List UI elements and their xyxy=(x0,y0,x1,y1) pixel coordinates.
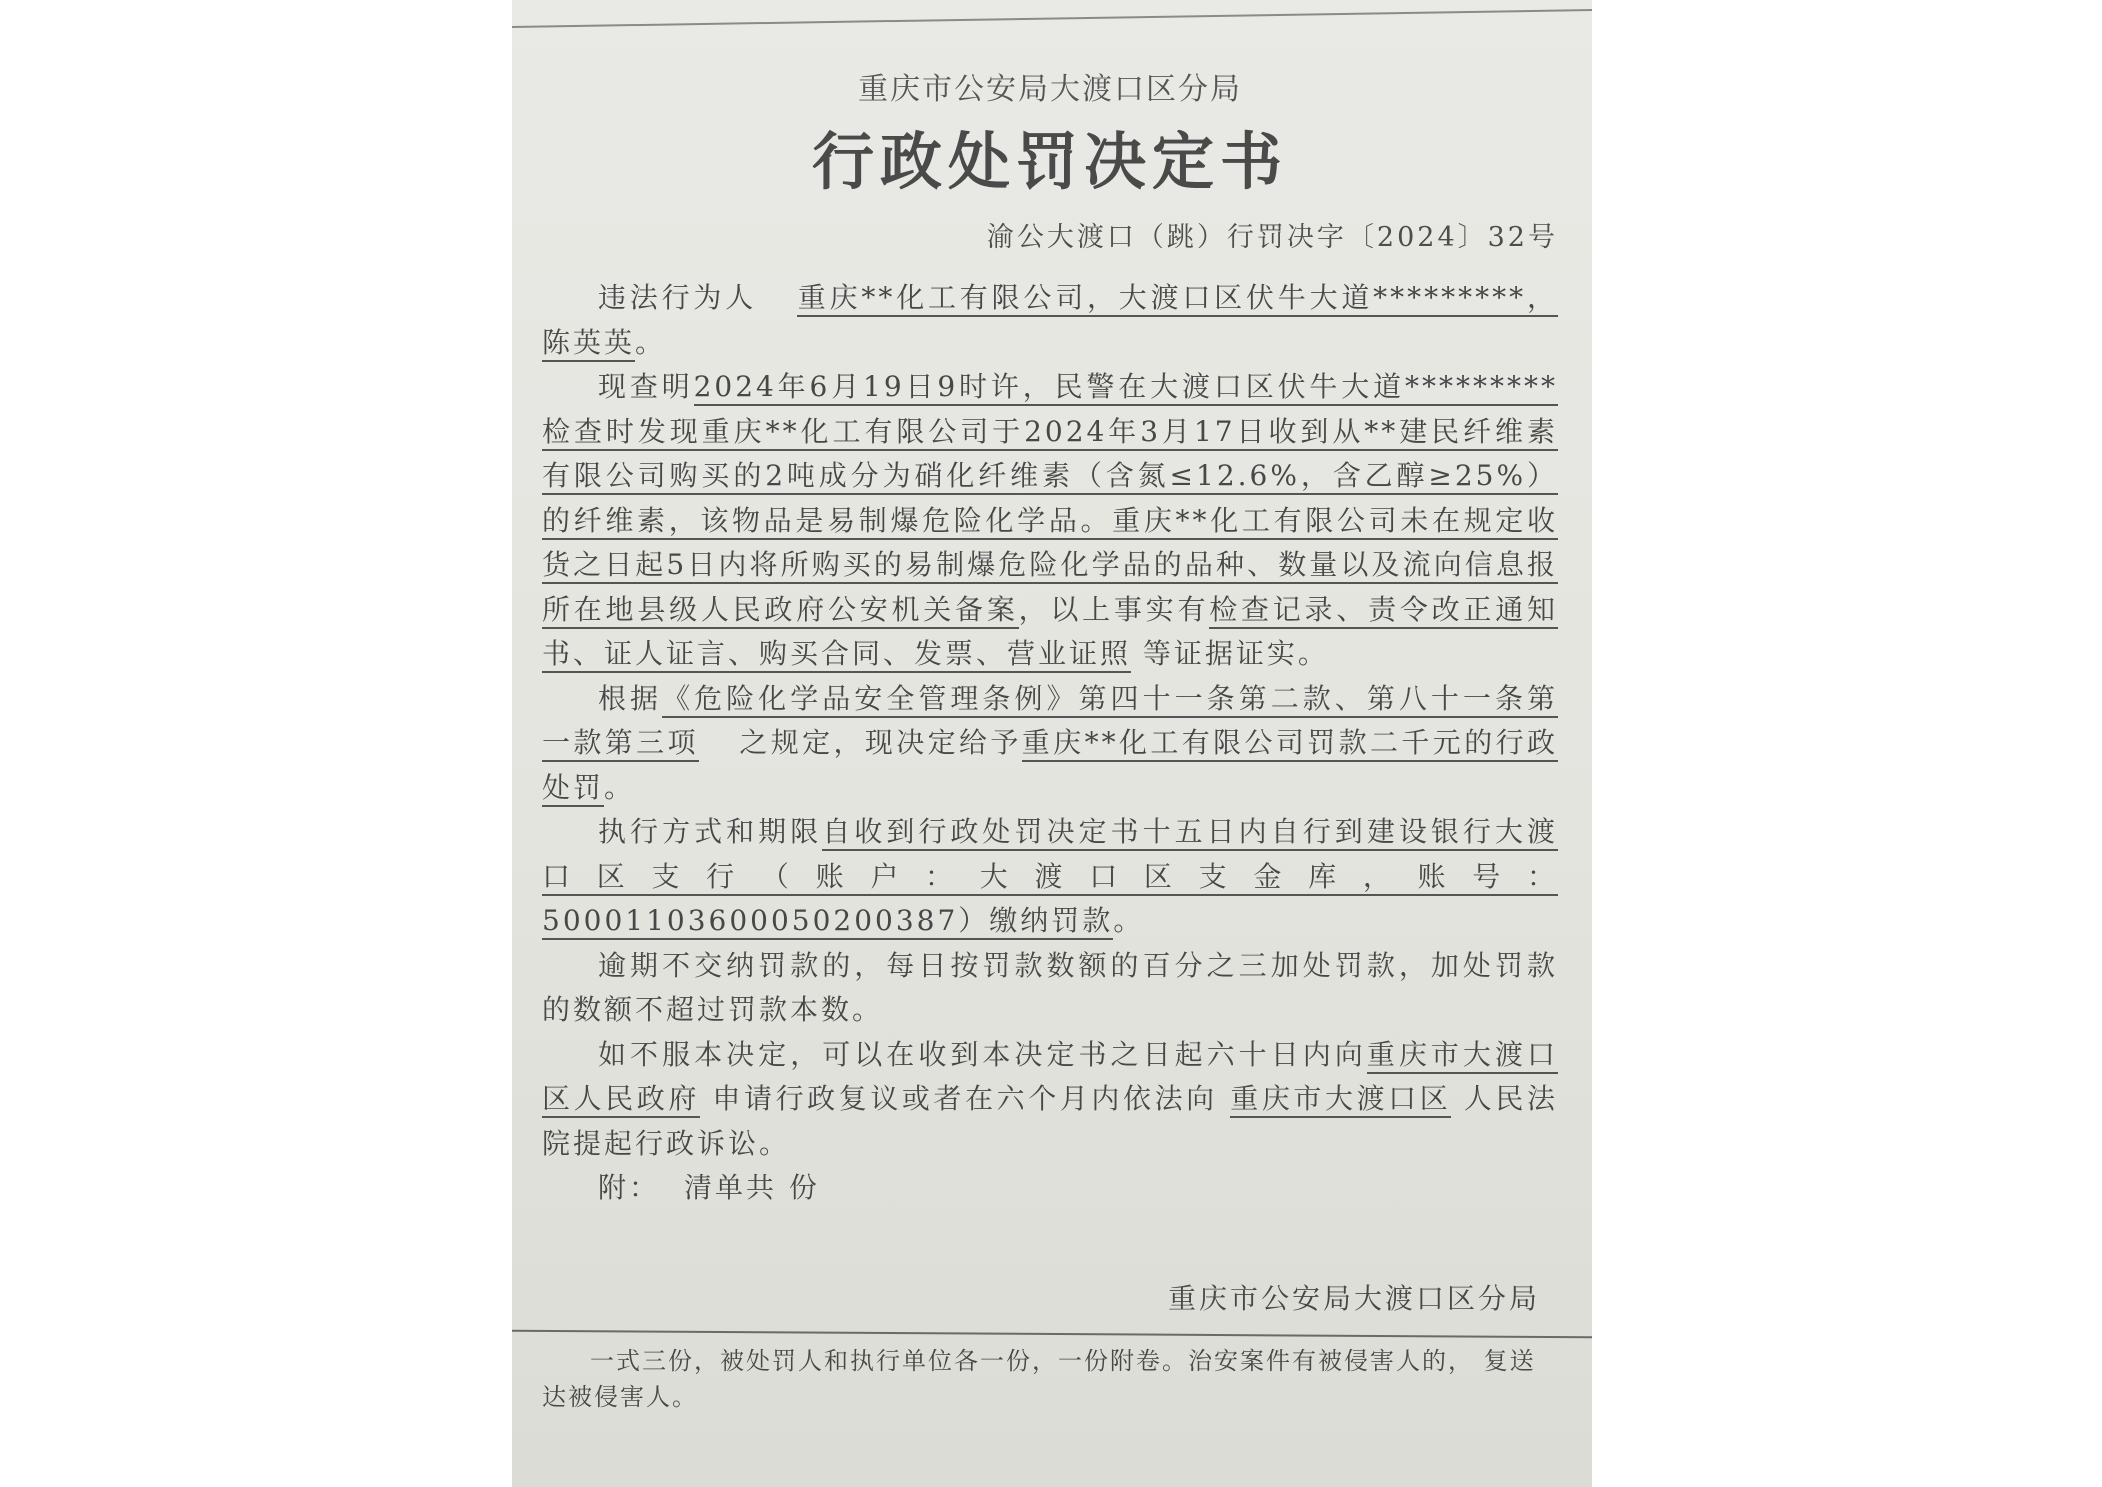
basis-connector: 之规定，现决定给予 xyxy=(738,726,1022,759)
findings-connector: ，以上事实有 xyxy=(1018,592,1210,626)
attachment-label: 附： xyxy=(598,1171,661,1204)
basis-regulation: 《危险化学品安全管理条例》第四十一条第二款、第八十一条第一款第三项 xyxy=(542,682,1558,763)
violator-end: 。 xyxy=(635,325,667,359)
basis-penalty: 重庆**化工有限公司罚款二千元的行政处罚 xyxy=(542,726,1558,807)
footer-note: 一式三份，被处罚人和执行单位各一份，一份附卷。治安案件有被侵害人的， 复送达被侵害人。 xyxy=(542,1346,1536,1411)
document-title: 行政处罚决定书 xyxy=(811,125,1288,198)
violator-label: 违法行为人 xyxy=(598,281,757,314)
agency-header: 重庆市公安局大渡口区分局 xyxy=(858,72,1242,107)
appeal-paragraph xyxy=(542,1033,1558,1167)
findings-evidence: 检查记录、责令改正通知书、证人证言、购买合同、发票、营业证照 xyxy=(542,593,1558,674)
appeal-government: 重庆市大渡口区人民政府 xyxy=(542,1038,1558,1119)
basis-end: 。 xyxy=(604,770,636,804)
overdue-paragraph: 逾期不交纳罚款的，每日按罚款数额的百分之三加处罚款，加处罚款的数额不超过罚款本数。 xyxy=(542,948,1558,1026)
execution-method: 自收到行政处罚决定书十五日内自行到建设银行大渡口区支行（账户：大渡口区支金库，账号：50001103600050200387）缴纳罚款 xyxy=(542,815,1558,940)
execution-end: 。 xyxy=(1113,904,1145,937)
issuer-signature: 重庆市公安局大渡口区分局 xyxy=(1167,1281,1540,1315)
attachment-text: 清单共 份 xyxy=(684,1171,820,1204)
footer-divider xyxy=(512,1329,1592,1338)
appeal-connector: 申请行政复议或者在六个月内依法向 xyxy=(699,1082,1231,1115)
violator-paragraph xyxy=(542,276,1558,365)
legal-basis-paragraph xyxy=(542,677,1558,811)
document-number: 渝公大渡口（跳）行罚决字〔2024〕32号 xyxy=(986,222,1558,253)
appeal-lead: 如不服本决定，可以在收到本决定书之日起六十日内向 xyxy=(598,1037,1367,1071)
appeal-court-district: 重庆市大渡口区 xyxy=(1230,1082,1451,1118)
execution-lead: 执行方式和期限 xyxy=(598,815,823,848)
basis-lead: 根据 xyxy=(598,681,663,715)
decision-document xyxy=(512,0,1592,1487)
findings-facts: 2024年6月19日9时许，民警在大渡口区伏牛大道*********检查时发现重庆**化工有限公司于2024年3月17日收到从**建民纤维素有限公司购买的2吨成分为硝化纤维素（含氮≤12.6%，含乙醇≥25%）的纤维素，该物品是易制爆危险化学品。重庆**化工有限公司未在规定收货之日起5日内将所购买的易制爆危险化学品的品种、数量以及流向信息报所在地县级人民政府公安机关备案 xyxy=(542,370,1558,629)
attachment-line xyxy=(542,1166,1558,1211)
violator-value: 重庆**化工有限公司，大渡口区伏牛大道*********，陈英英 xyxy=(542,281,1558,362)
appeal-end: 人民法院提起行政诉讼。 xyxy=(542,1082,1558,1160)
findings-end: 等证据证实。 xyxy=(1131,637,1329,670)
findings-paragraph xyxy=(542,365,1558,677)
findings-lead: 现查明 xyxy=(598,370,694,403)
execution-paragraph xyxy=(542,810,1558,944)
